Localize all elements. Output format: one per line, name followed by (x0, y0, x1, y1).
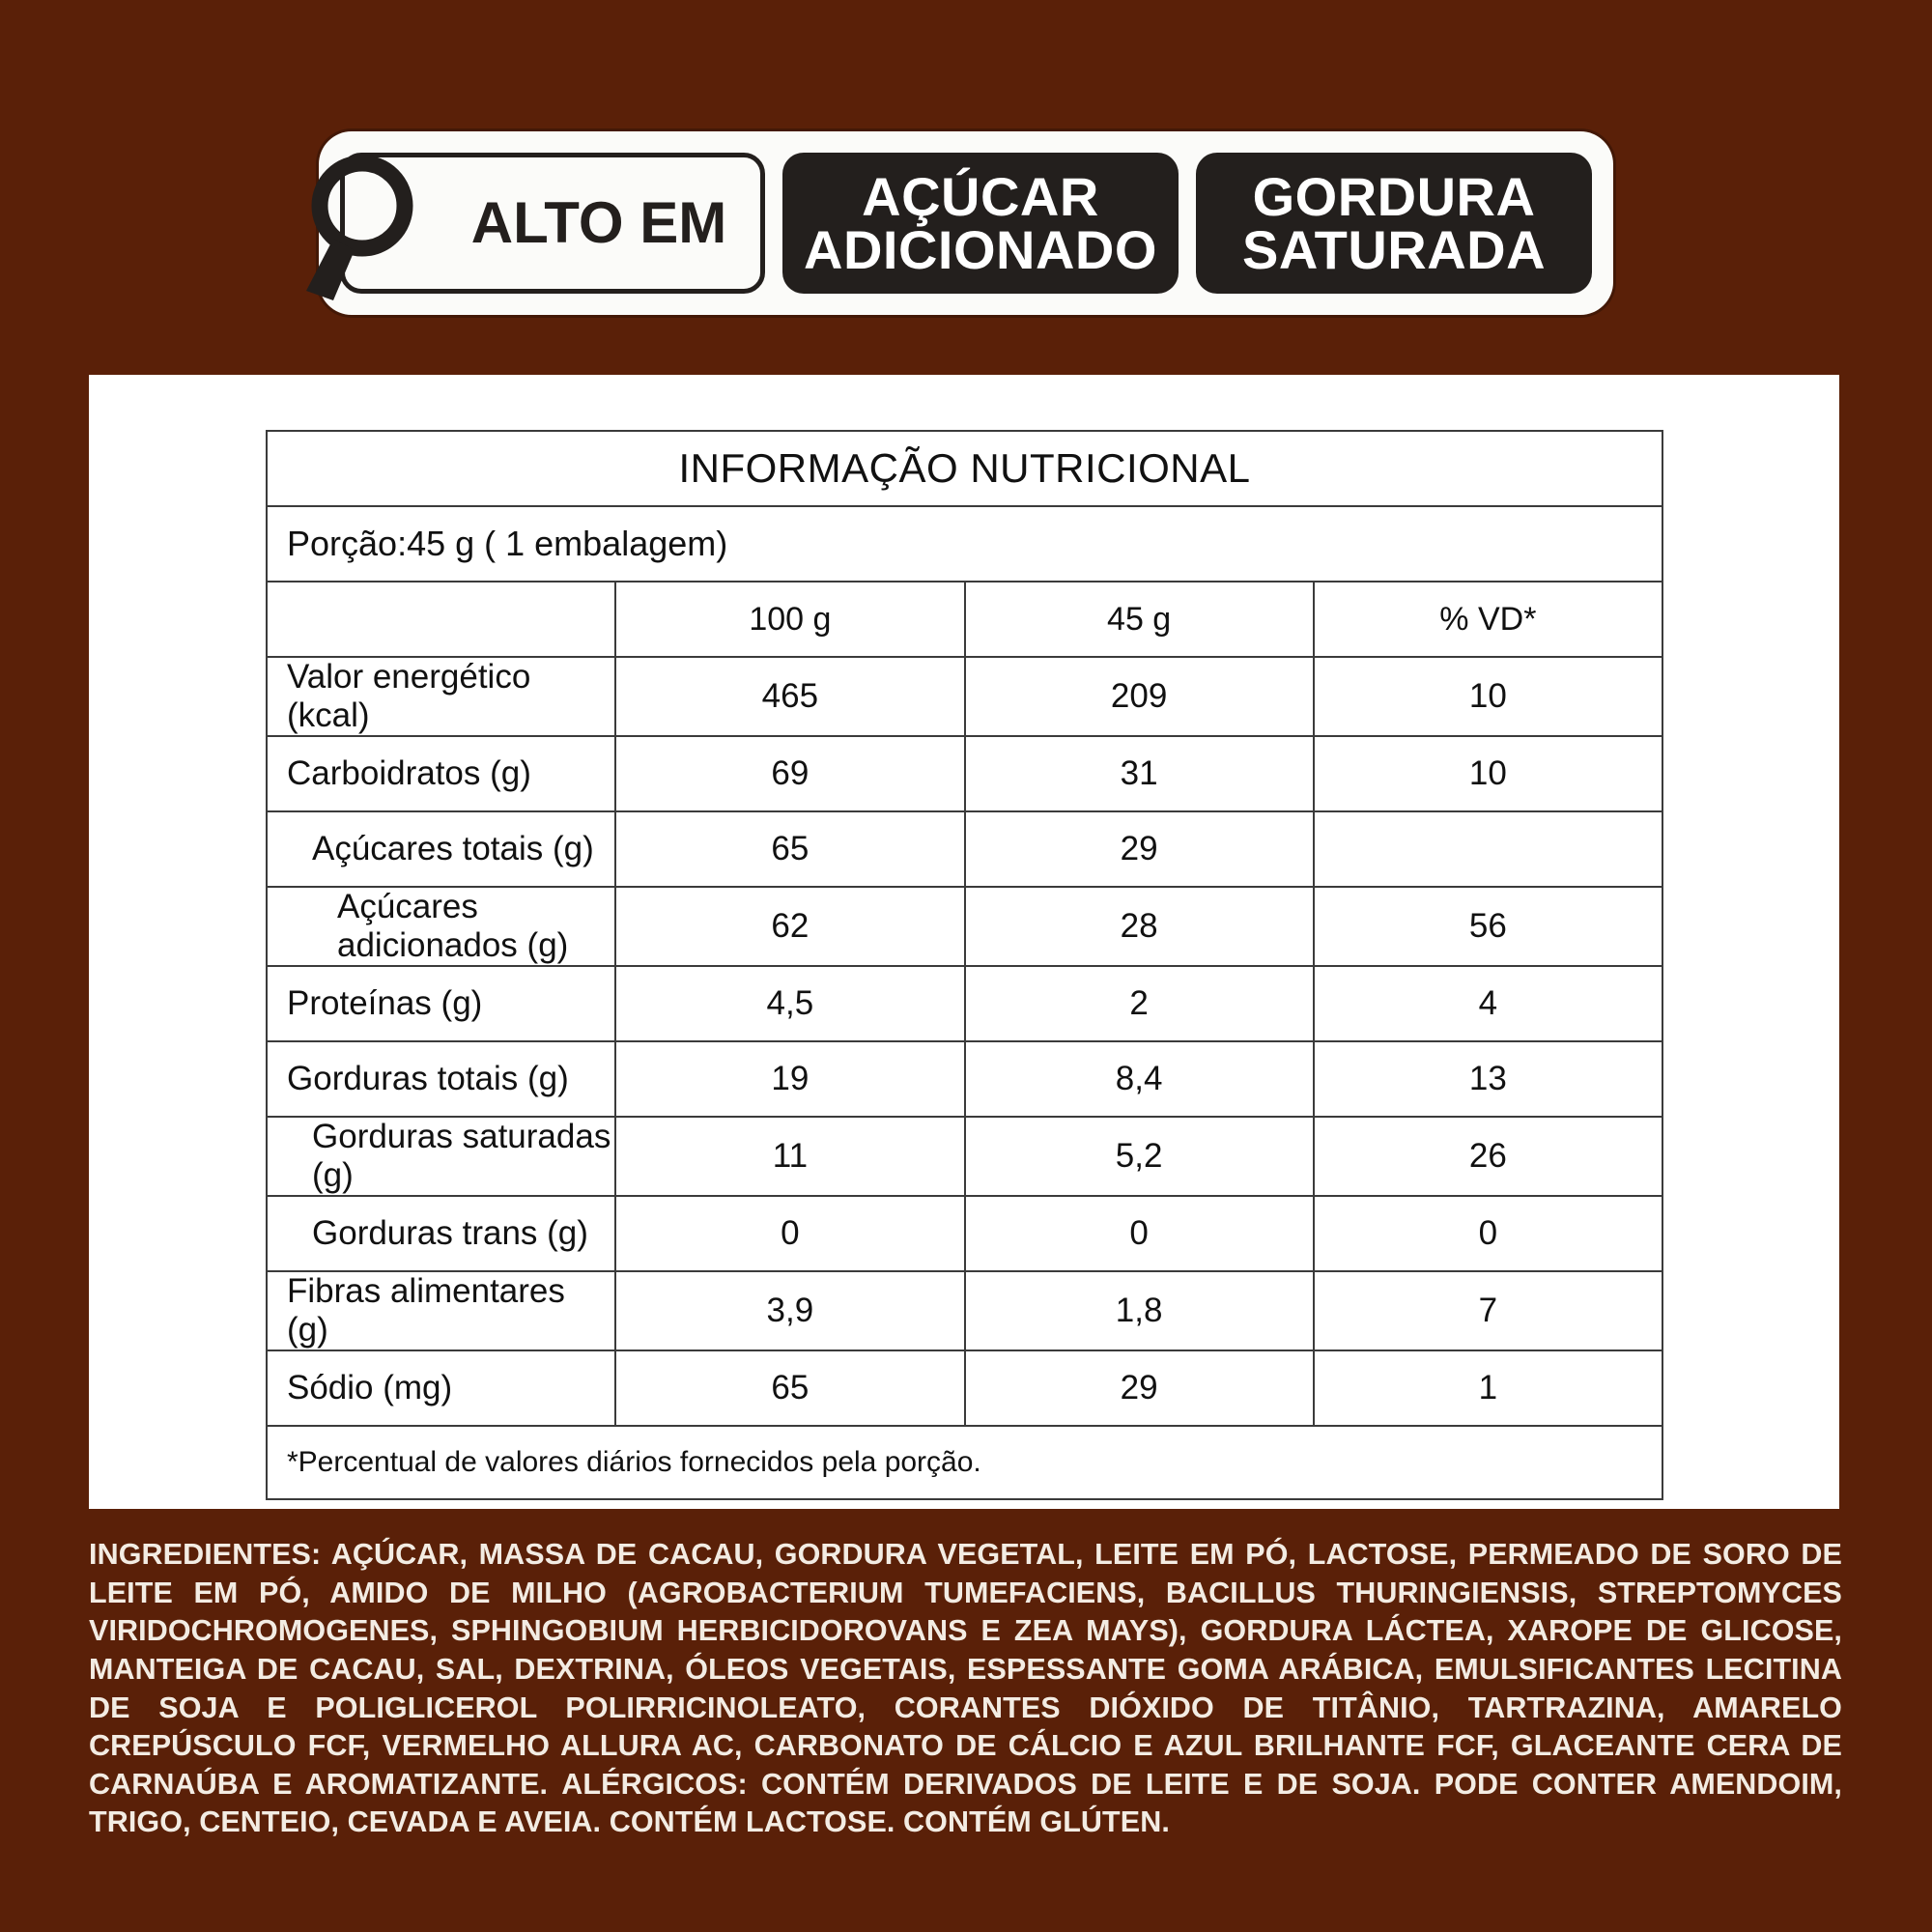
nutrient-value-portion: 8,4 (965, 1041, 1314, 1117)
nutrient-value-portion: 209 (965, 657, 1314, 736)
nutrient-value-portion: 29 (965, 1350, 1314, 1426)
ingredients-heading: INGREDIENTES: (89, 1538, 322, 1571)
nutrient-value-vd: 1 (1314, 1350, 1662, 1426)
ingredients-body: AÇÚCAR, MASSA DE CACAU, GORDURA VEGETAL, LEITE EM PÓ, LACTOSE, PERMEADO DE SORO DE LEITE EM PÓ, AMIDO DE MILHO (AGROBACTERIUM TUMEFACIENS, BACILLUS THURINGIENSIS, STREPTOMYCES VIRIDOCHROMOGENES, SPHINGOBIUM HERBICIDOROVANS E ZEA MAYS), GORDURA LÁCTEA, XAROPE DE GLICOSE, MANTEIGA DE CACAU, SAL, DEXTRINA, ÓLEOS VEGETAIS, ESPESSANTE GOMA ARÁBICA, EMULSIFICANTES LECITINA DE SOJA E POLIGLICEROL POLIRRICINOLEATO, CORANTES DIÓXIDO DE TITÂNIO, TARTRAZINA, AMARELO CREPÚSCULO FCF, VERMELHO ALLURA AC, CARBONATO DE CÁLCIO E AZUL BRILHANTE FCF, GLACEANTE CERA DE CARNAÚBA E AROMATIZANTE. (89, 1538, 1842, 1801)
nutrient-label: Proteínas (g) (267, 966, 615, 1041)
nutrient-value-100g: 69 (615, 736, 964, 811)
table-row (267, 1350, 1662, 1426)
nutrient-value-portion: 29 (965, 811, 1314, 887)
nutrient-value-vd (1314, 811, 1662, 887)
column-header-vd: % VD* (1314, 582, 1662, 657)
warning-chip-gordura-line-1: GORDURA (1252, 165, 1536, 227)
warning-chip-acucar-line-2: ADICIONADO (804, 219, 1157, 280)
nutrient-value-vd: 10 (1314, 736, 1662, 811)
column-header-45g: 45 g (965, 582, 1314, 657)
nutrient-label: Carboidratos (g) (267, 736, 615, 811)
nutrition-title: INFORMAÇÃO NUTRICIONAL (267, 431, 1662, 506)
nutrient-value-100g: 65 (615, 1350, 964, 1426)
nutrient-value-100g: 62 (615, 887, 964, 966)
warning-chip-alto-em (340, 153, 765, 294)
table-row-header (267, 582, 1662, 657)
allergen-body: CONTÉM DERIVADOS DE LEITE E DE SOJA. PODE CONTER AMENDOIM, TRIGO, CENTEIO, CEVADA E AVEIA. CONTÉM LACTOSE. CONTÉM GLÚTEN. (89, 1767, 1842, 1839)
nutrient-value-portion: 5,2 (965, 1117, 1314, 1196)
allergen-heading: ALÉRGICOS: (561, 1767, 748, 1801)
nutrient-label: Gorduras totais (g) (267, 1041, 615, 1117)
nutrient-label: Fibras alimentares (g) (267, 1271, 615, 1350)
nutrient-label: Gorduras trans (g) (267, 1196, 615, 1271)
warning-chip-acucar-adicionado (782, 153, 1179, 294)
table-row (267, 966, 1662, 1041)
vd-footnote: *Percentual de valores diários fornecidos pela porção. (267, 1426, 1662, 1499)
table-row (267, 1117, 1662, 1196)
nutrient-value-100g: 0 (615, 1196, 964, 1271)
nutrient-value-vd: 13 (1314, 1041, 1662, 1117)
warning-chip-gordura-saturada (1196, 153, 1592, 294)
nutrient-value-vd: 4 (1314, 966, 1662, 1041)
nutrient-value-vd: 10 (1314, 657, 1662, 736)
table-row (267, 887, 1662, 966)
table-row-portion (267, 506, 1662, 582)
table-row (267, 1196, 1662, 1271)
table-row-footnote (267, 1426, 1662, 1499)
nutrient-value-vd: 7 (1314, 1271, 1662, 1350)
nutrient-value-portion: 2 (965, 966, 1314, 1041)
nutrient-value-vd: 56 (1314, 887, 1662, 966)
column-header-100g: 100 g (615, 582, 964, 657)
nutrition-facts-card (89, 375, 1839, 1509)
nutrient-value-vd: 0 (1314, 1196, 1662, 1271)
nutrient-label: Gorduras saturadas (g) (267, 1117, 615, 1196)
high-in-warning-banner (319, 131, 1613, 315)
nutrient-label: Açúcares adicionados (g) (267, 887, 615, 966)
nutrient-label: Açúcares totais (g) (267, 811, 615, 887)
nutrient-value-portion: 1,8 (965, 1271, 1314, 1350)
nutrient-value-100g: 4,5 (615, 966, 964, 1041)
table-row (267, 657, 1662, 736)
table-row (267, 1271, 1662, 1350)
ingredients-paragraph (89, 1536, 1842, 1842)
nutrient-value-100g: 11 (615, 1117, 964, 1196)
nutrient-value-vd: 26 (1314, 1117, 1662, 1196)
nutrition-facts-table (266, 430, 1663, 1500)
table-row (267, 811, 1662, 887)
warning-chip-acucar-line-1: AÇÚCAR (862, 165, 1099, 227)
warning-chip-alto-em-label: ALTO EM (470, 190, 727, 255)
portion-text: Porção:45 g ( 1 embalagem) (267, 506, 1662, 582)
nutrient-value-portion: 31 (965, 736, 1314, 811)
nutrient-label: Sódio (mg) (267, 1350, 615, 1426)
table-row (267, 736, 1662, 811)
nutrient-value-100g: 19 (615, 1041, 964, 1117)
nutrient-label: Valor energético (kcal) (267, 657, 615, 736)
table-row-title (267, 431, 1662, 506)
column-header-0 (267, 582, 615, 657)
warning-chip-gordura-line-2: SATURADA (1241, 219, 1547, 280)
magnifier-icon (295, 146, 440, 300)
nutrient-value-portion: 0 (965, 1196, 1314, 1271)
table-row (267, 1041, 1662, 1117)
nutrient-value-100g: 65 (615, 811, 964, 887)
nutrient-value-100g: 3,9 (615, 1271, 964, 1350)
nutrient-value-portion: 28 (965, 887, 1314, 966)
nutrient-value-100g: 465 (615, 657, 964, 736)
